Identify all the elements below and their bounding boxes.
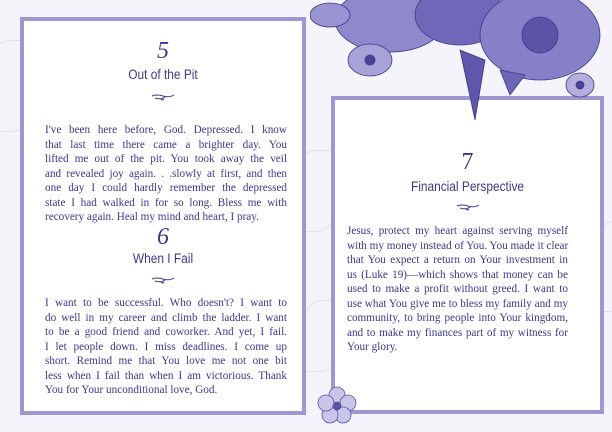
ornament-icon [151,276,175,284]
section-body [45,123,287,225]
section-body [45,296,287,398]
text-line: and to make my finances part of my witness for [347,326,568,339]
text-line: state I had walked in for so long. Bless me with [45,196,287,209]
text-line: I let people down. I miss deadlines. I come up [45,340,287,353]
text-line: one day I could hardly remember the depressed [45,182,287,194]
text-line: that You expect a return on Your investment in [347,254,568,266]
text-line: short. Remind me that You love me not one bit [45,355,287,367]
section-body [347,224,568,355]
text-line: less when I fail than when I am victorious. Thank [45,369,287,382]
text-line: do well in my career and climb the ladder. I want [45,311,287,324]
text-line: community, to bring people into Your kingdom, [347,312,568,324]
ornament-icon [151,93,175,101]
section-title: Financial Perspective [410,178,525,194]
text-line: with my money instead of You. You made it clear [347,239,569,252]
flower-illustration [310,0,612,150]
section-number: 7 [461,149,474,175]
text-line: Your glory. [347,341,398,353]
text-line: use what You give me to bless my family and my [347,297,568,310]
text-line: that last time there came a brighter day. You [45,138,287,151]
small-flower-icon [315,385,360,425]
text-line: to be a good friend and coworker. And yet, I fail. [45,326,287,338]
text-line: You for Your unconditional love, God. [45,384,218,396]
text-line: used to make a profit without greed. I want to [347,283,568,295]
text-line: lifted me out of the pit. You took away the veil [45,153,287,165]
text-line: I want to be successful. Who doesn't? I want to [45,297,287,309]
section-title: Out of the Pit [128,66,198,82]
section-number: 6 [157,224,169,250]
text-line: recovery again. Heal my mind and heart, I pray. [45,211,259,223]
section-title: When I Fail [132,250,194,266]
text-line: I've been here before, God. Depressed. I know [45,124,287,136]
text-line: Jesus, protect my heart against serving myself [347,225,568,237]
left-page [20,17,306,415]
text-line: and revealed joy again. . .slowly at first, and then [45,167,287,180]
ornament-icon [456,203,480,211]
section-number: 5 [157,38,169,64]
text-line: us (Luke 19)—which shows that money can be [347,268,568,281]
